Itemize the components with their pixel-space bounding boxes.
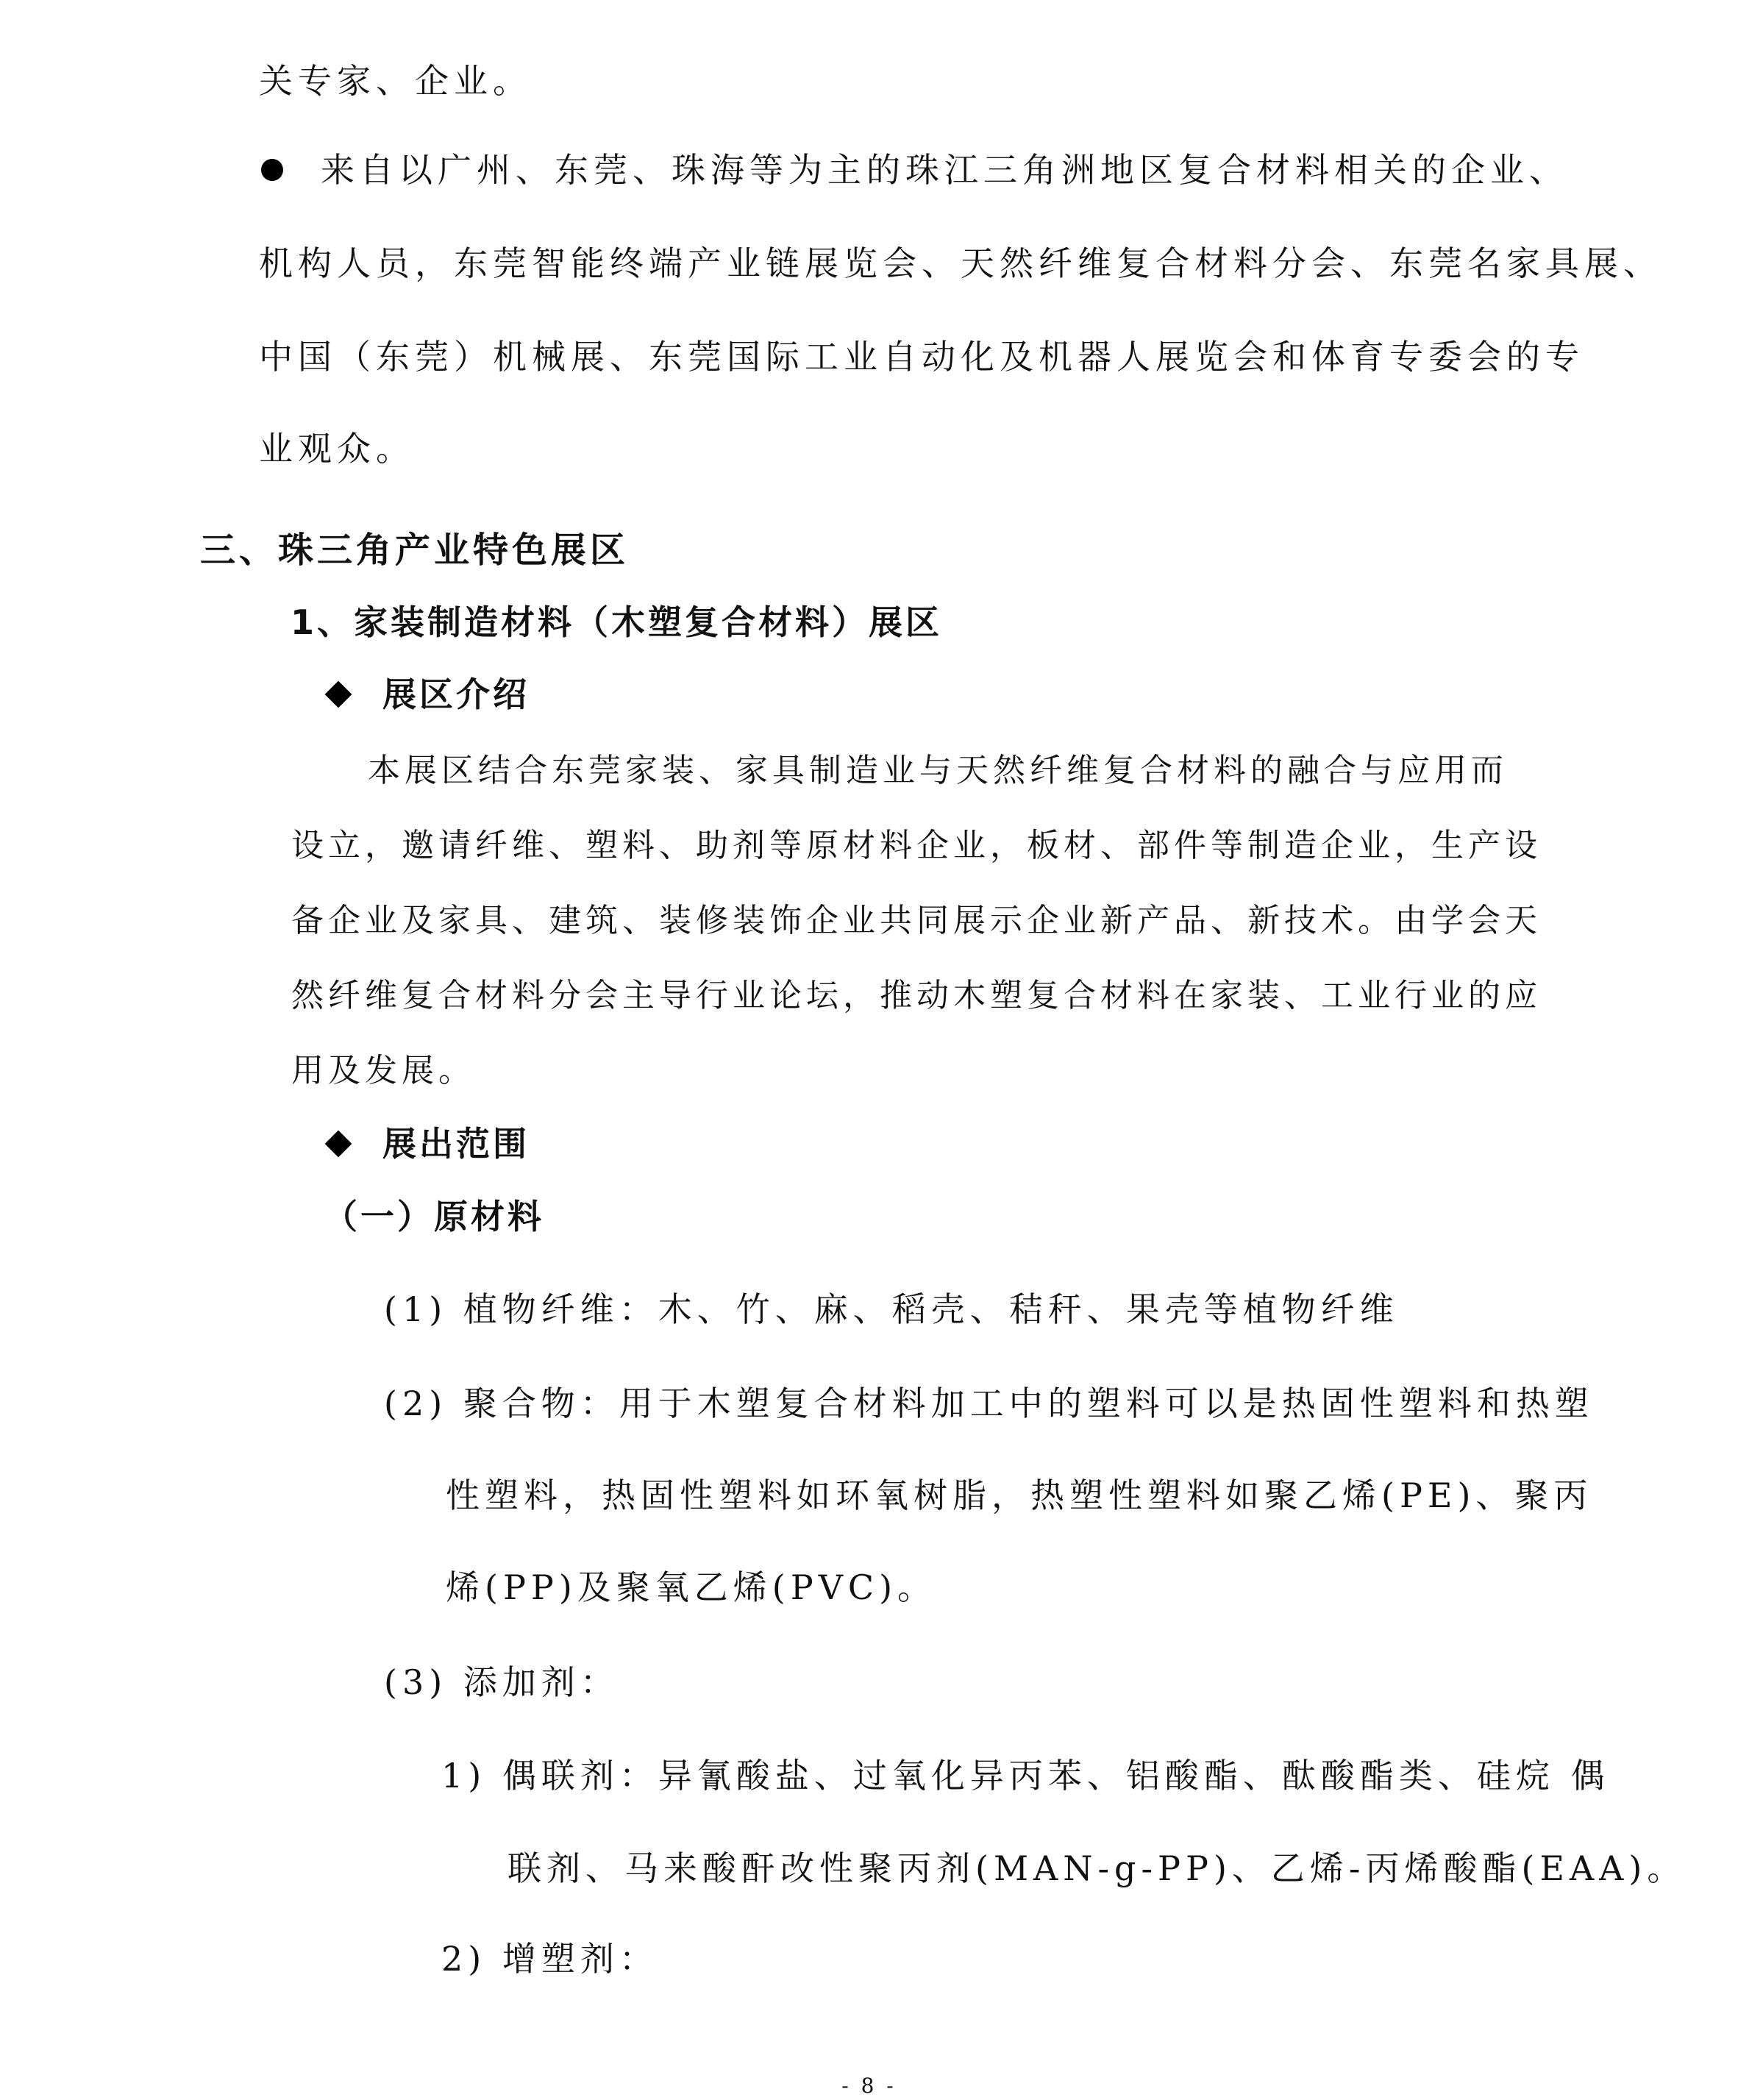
scope-item-2-line-1: (2) 聚合物：用于木塑复合材料加工中的塑料可以是热固性塑料和热塑	[384, 1384, 1594, 1423]
scope-item-2-line-2: 性塑料，热固性塑料如环氧树脂，热塑性塑料如聚乙烯(PE)、聚丙	[446, 1476, 1593, 1515]
subsection-title: 1、家装制造材料（木塑复合材料）展区	[291, 602, 943, 642]
diamond-bullet-icon	[325, 1131, 352, 1158]
intro-heading: 展区介绍	[382, 675, 530, 714]
intro-line-2: 设立，邀请纤维、塑料、助剂等原材料企业，板材、部件等制造企业，生产设	[291, 827, 1542, 864]
audience-line-3: 中国（东莞）机械展、东莞国际工业自动化及机器人展览会和体育专委会的专	[259, 337, 1584, 377]
scope-heading: 展出范围	[382, 1124, 530, 1164]
bullet-dot-icon	[261, 159, 283, 181]
scope-item-3: (3) 添加剂：	[384, 1662, 619, 1702]
sub-item-2: 2) 增塑剂：	[441, 1939, 658, 1979]
scope-item-2-line-3: 烯(PP)及聚氧乙烯(PVC)。	[446, 1567, 937, 1607]
section-title: 三、珠三角产业特色展区	[200, 530, 630, 571]
scope-item-1: (1) 植物纤维：木、竹、麻、稻壳、秸秆、果壳等植物纤维	[384, 1289, 1399, 1329]
diamond-bullet-icon	[325, 681, 352, 708]
audience-line-1: 来自以广州、东莞、珠海等为主的珠江三角洲地区复合材料相关的企业、	[321, 150, 1568, 190]
page-number: - 8 -	[841, 2074, 897, 2098]
intro-line-5: 用及发展。	[291, 1052, 475, 1089]
audience-line-4: 业观众。	[259, 429, 415, 469]
sub-item-1-line-2: 联剂、马来酸酐改性聚丙剂(MAN-g-PP)、乙烯-丙烯酸酯(EAA)。	[507, 1848, 1687, 1888]
category-title: （一）原材料	[324, 1197, 544, 1236]
intro-line-1: 本展区结合东莞家装、家具制造业与天然纤维复合材料的融合与应用而	[368, 752, 1508, 789]
sub-item-1-line-1: 1) 偶联剂：异氰酸盐、过氧化异丙苯、铝酸酯、酞酸酯类、硅烷 偶	[441, 1756, 1610, 1795]
audience-line-2: 机构人员，东莞智能终端产业链展览会、天然纤维复合材料分会、东莞名家具展、	[259, 243, 1662, 283]
intro-line-4: 然纤维复合材料分会主导行业论坛，推动木塑复合材料在家装、工业行业的应	[291, 977, 1542, 1014]
intro-line-3: 备企业及家具、建筑、装修装饰企业共同展示企业新产品、新技术。由学会天	[291, 902, 1542, 939]
paragraph-continued: 关专家、企业。	[259, 61, 532, 101]
